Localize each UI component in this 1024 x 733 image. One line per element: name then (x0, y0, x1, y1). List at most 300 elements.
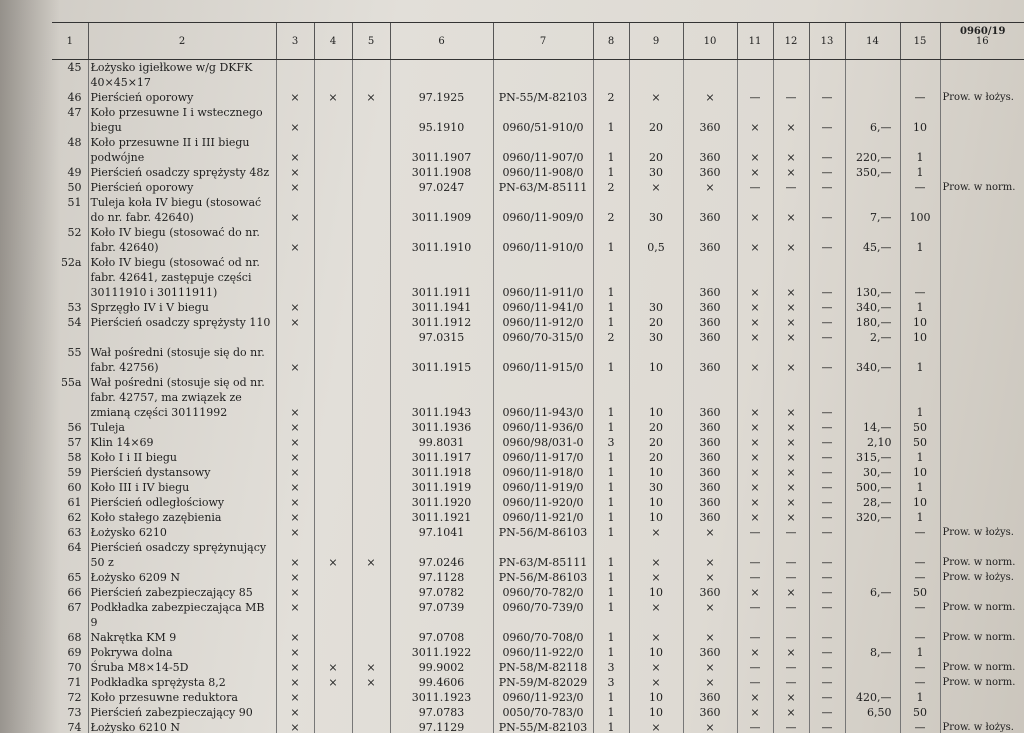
cell-text: 53 (67, 301, 82, 314)
cell-text: 97.0782 (418, 586, 465, 599)
cell-text (943, 195, 1023, 210)
cell-col-8 (593, 495, 629, 510)
cell-text: 20 (649, 436, 663, 449)
cell-col-1 (52, 330, 88, 345)
cell-col-5 (352, 480, 390, 495)
cell-text: × (750, 706, 760, 719)
cell-text (317, 225, 350, 240)
cell-col-6 (390, 180, 493, 195)
cell-col-12 (773, 60, 809, 91)
cell-text: 340,— (856, 361, 892, 374)
cell-col-12 (773, 420, 809, 435)
table-row (52, 315, 1024, 330)
parts-table (52, 22, 1024, 733)
cell-text: 2,10 (867, 436, 892, 449)
cell-text: 0960/70-708/0 (502, 631, 584, 644)
cell-col-13 (809, 135, 845, 165)
cell-text: × (750, 421, 760, 434)
cell-text: 95.1910 (418, 121, 465, 134)
cell-col-7 (493, 195, 593, 225)
cell-col-16 (940, 345, 1024, 375)
cell-text: 50 (67, 181, 82, 194)
cell-col-3 (276, 450, 314, 465)
cell-col-4 (314, 645, 352, 660)
cell-col-8 (593, 660, 629, 675)
cell-text: 0960/11-918/0 (502, 466, 584, 479)
cell-col-6 (390, 465, 493, 480)
cell-text: 0050/70-783/0 (502, 706, 584, 719)
table-row (52, 540, 1024, 570)
cell-col-14 (845, 300, 900, 315)
cell-text: 3011.1920 (411, 496, 472, 509)
cell-col-4 (314, 480, 352, 495)
cell-text: 1 (607, 601, 615, 614)
cell-text (355, 60, 388, 75)
cell-col-9 (629, 465, 683, 480)
cell-text: 10 (649, 466, 663, 479)
cell-col-9 (629, 135, 683, 165)
cell-text: — (785, 676, 797, 689)
cell-col-10 (683, 105, 737, 135)
cell-text: — (821, 586, 833, 599)
cell-col-5 (352, 60, 390, 91)
cell-col-13 (809, 195, 845, 225)
cell-col-14 (845, 135, 900, 165)
cell-col-3 (276, 345, 314, 375)
cell-col-15 (900, 585, 940, 600)
cell-text (355, 195, 388, 210)
cell-col-16 (940, 660, 1024, 675)
cell-col-3 (276, 510, 314, 525)
cell-col-11 (737, 180, 773, 195)
cell-text: 3011.1918 (411, 466, 472, 479)
cell-col-8 (593, 165, 629, 180)
cell-text: — (785, 556, 797, 569)
cell-text: Pierścień osadczy sprężysty 110 (90, 316, 271, 329)
cell-col-4 (314, 60, 352, 91)
cell-col-7 (493, 300, 593, 315)
cell-text: × (290, 91, 300, 104)
cell-col-13 (809, 330, 845, 345)
cell-text: — (914, 556, 926, 569)
cell-col-9 (629, 60, 683, 91)
cell-text: 0960/11-919/0 (502, 481, 584, 494)
cell-col-13 (809, 345, 845, 375)
cell-col-9 (629, 660, 683, 675)
cell-text: 52a (60, 256, 82, 269)
table-row (52, 660, 1024, 675)
cell-col-1 (52, 660, 88, 675)
cell-col-6 (390, 690, 493, 705)
cell-text: 360 (699, 481, 721, 494)
cell-col-8 (593, 480, 629, 495)
cell-text: 2,— (870, 331, 892, 344)
cell-text: × (786, 586, 796, 599)
cell-col-5 (352, 540, 390, 570)
cell-text: 20 (649, 121, 663, 134)
cell-text: 0960/11-923/0 (502, 691, 584, 704)
cell-text: 61 (67, 496, 82, 509)
cell-text: — (914, 721, 926, 733)
cell-text: 66 (67, 586, 82, 599)
cell-text: 3011.1910 (411, 241, 472, 254)
cell-text: Pierścień zabezpieczający 90 (90, 706, 253, 719)
cell-col-4 (314, 510, 352, 525)
cell-text: × (705, 721, 715, 733)
cell-col-5 (352, 375, 390, 420)
cell-col-8 (593, 60, 629, 91)
cell-col-5 (352, 345, 390, 375)
cell-col-1 (52, 105, 88, 135)
cell-col-7 (493, 375, 593, 420)
cell-col-3 (276, 90, 314, 105)
cell-col-12 (773, 660, 809, 675)
cell-text: 59 (67, 466, 82, 479)
cell-text: Koło przesuwne I i wstecznego biegu (90, 106, 263, 134)
cell-col-9 (629, 525, 683, 540)
cell-text: 360 (699, 706, 721, 719)
cell-text: 360 (699, 691, 721, 704)
cell-text: 2 (607, 181, 615, 194)
cell-text: × (705, 556, 715, 569)
cell-col-6 (390, 630, 493, 645)
cell-col-2 (88, 465, 276, 480)
cell-col-5 (352, 720, 390, 733)
cell-text: 360 (699, 316, 721, 329)
cell-text: 1 (607, 481, 615, 494)
cell-col-14 (845, 675, 900, 690)
cell-text: 360 (699, 421, 721, 434)
cell-col-9 (629, 705, 683, 720)
cell-text: 68 (67, 631, 82, 644)
cell-col-9 (629, 90, 683, 105)
cell-text: Podkładka sprężysta 8,2 (90, 676, 226, 689)
cell-text: 10 (913, 331, 927, 344)
cell-col-12 (773, 300, 809, 315)
column-header-2: 2 (88, 23, 276, 60)
cell-col-3 (276, 420, 314, 435)
cell-col-2 (88, 315, 276, 330)
cell-col-11 (737, 585, 773, 600)
column-header-14: 14 (845, 23, 900, 60)
cell-col-7 (493, 705, 593, 720)
cell-col-3 (276, 675, 314, 690)
cell-text: PN-55/M-82103 (498, 91, 588, 104)
cell-col-13 (809, 570, 845, 585)
cell-col-10 (683, 630, 737, 645)
cell-col-10 (683, 675, 737, 690)
cell-text: 1 (916, 166, 924, 179)
cell-text (943, 225, 1023, 240)
cell-text: — (821, 406, 833, 419)
cell-text: — (749, 91, 761, 104)
cell-text: × (651, 631, 661, 644)
cell-text: 97.0315 (418, 331, 465, 344)
cell-col-10 (683, 690, 737, 705)
cell-col-4 (314, 540, 352, 570)
cell-col-1 (52, 420, 88, 435)
column-header-16: 16 (940, 23, 1024, 60)
cell-text: × (290, 316, 300, 329)
cell-col-14 (845, 660, 900, 675)
table-row (52, 690, 1024, 705)
cell-text: × (750, 646, 760, 659)
cell-text: — (821, 526, 833, 539)
cell-col-9 (629, 495, 683, 510)
cell-col-6 (390, 660, 493, 675)
cell-col-12 (773, 435, 809, 450)
cell-col-4 (314, 585, 352, 600)
table-row (52, 195, 1024, 225)
cell-col-16 (940, 645, 1024, 660)
cell-col-10 (683, 600, 737, 630)
cell-text: × (290, 691, 300, 704)
cell-col-11 (737, 495, 773, 510)
cell-text: — (821, 661, 833, 674)
cell-col-10 (683, 375, 737, 420)
cell-text (686, 60, 735, 75)
cell-col-2 (88, 420, 276, 435)
cell-text: — (821, 481, 833, 494)
cell-col-1 (52, 525, 88, 540)
cell-text: 1 (607, 421, 615, 434)
cell-col-13 (809, 300, 845, 315)
cell-text (355, 345, 388, 360)
cell-text (943, 105, 1023, 120)
cell-col-11 (737, 165, 773, 180)
cell-col-5 (352, 570, 390, 585)
cell-text: — (749, 526, 761, 539)
cell-col-6 (390, 315, 493, 330)
cell-col-14 (845, 600, 900, 630)
cell-text: 3011.1936 (411, 421, 472, 434)
cell-col-1 (52, 180, 88, 195)
cell-text: × (705, 526, 715, 539)
cell-text: — (785, 721, 797, 733)
cell-text: — (785, 181, 797, 194)
cell-text: 97.0739 (418, 601, 465, 614)
column-header-10: 10 (683, 23, 737, 60)
cell-col-9 (629, 225, 683, 255)
cell-col-15 (900, 660, 940, 675)
cell-text: × (750, 406, 760, 419)
table-row (52, 90, 1024, 105)
cell-text: 1 (607, 631, 615, 644)
cell-text: — (914, 181, 926, 194)
cell-col-11 (737, 630, 773, 645)
cell-col-6 (390, 375, 493, 420)
cell-col-2 (88, 525, 276, 540)
cell-col-5 (352, 645, 390, 660)
cell-col-10 (683, 135, 737, 165)
cell-text: 30 (649, 301, 663, 314)
cell-col-7 (493, 600, 593, 630)
cell-text: Pokrywa dolna (90, 646, 173, 659)
cell-text: 20 (649, 451, 663, 464)
cell-col-16 (940, 705, 1024, 720)
cell-text: × (290, 586, 300, 599)
cell-text: 6,— (870, 121, 892, 134)
cell-col-9 (629, 255, 683, 300)
cell-col-5 (352, 315, 390, 330)
cell-text: PN-59/M-82029 (498, 676, 588, 689)
cell-text: × (786, 646, 796, 659)
cell-col-16 (940, 570, 1024, 585)
cell-col-12 (773, 705, 809, 720)
cell-col-16 (940, 720, 1024, 733)
cell-text: 130,— (856, 286, 892, 299)
cell-text: × (750, 481, 760, 494)
cell-text: Łożysko 6210 N (90, 721, 181, 733)
cell-col-16 (940, 465, 1024, 480)
table-row (52, 465, 1024, 480)
cell-col-1 (52, 135, 88, 165)
cell-col-12 (773, 105, 809, 135)
cell-col-1 (52, 435, 88, 450)
cell-col-1 (52, 705, 88, 720)
cell-text: × (786, 451, 796, 464)
cell-text: — (914, 571, 926, 584)
cell-col-1 (52, 570, 88, 585)
cell-col-6 (390, 645, 493, 660)
cell-col-9 (629, 540, 683, 570)
cell-col-5 (352, 135, 390, 165)
cell-text: 51 (67, 196, 82, 209)
cell-text: 3011.1912 (411, 316, 472, 329)
table-row (52, 375, 1024, 420)
cell-col-4 (314, 660, 352, 675)
cell-col-11 (737, 315, 773, 330)
cell-col-14 (845, 585, 900, 600)
table-row (52, 105, 1024, 135)
cell-text: Pierścień oporowy (90, 181, 194, 194)
cell-text: — (821, 676, 833, 689)
cell-col-2 (88, 300, 276, 315)
cell-text: 360 (699, 286, 721, 299)
cell-text: × (290, 601, 300, 614)
cell-text: — (821, 211, 833, 224)
cell-text: × (750, 166, 760, 179)
cell-text: — (785, 631, 797, 644)
cell-text: 10 (649, 361, 663, 374)
cell-col-14 (845, 645, 900, 660)
cell-col-2 (88, 90, 276, 105)
cell-col-7 (493, 720, 593, 733)
cell-col-1 (52, 90, 88, 105)
cell-col-13 (809, 705, 845, 720)
cell-col-15 (900, 540, 940, 570)
cell-text: 99.9002 (418, 661, 465, 674)
cell-col-12 (773, 600, 809, 630)
cell-col-3 (276, 300, 314, 315)
cell-text: Koło I i II biegu (90, 451, 177, 464)
cell-text: — (821, 721, 833, 733)
cell-col-10 (683, 315, 737, 330)
cell-text: 64 (67, 541, 82, 554)
cell-text: 360 (699, 586, 721, 599)
cell-text: 10 (649, 691, 663, 704)
cell-text (812, 60, 843, 75)
cell-col-3 (276, 375, 314, 420)
cell-col-7 (493, 465, 593, 480)
cell-col-11 (737, 690, 773, 705)
cell-text: PN-63/M-85111 (498, 181, 588, 194)
cell-col-15 (900, 195, 940, 225)
cell-text: 10 (913, 316, 927, 329)
table-row (52, 255, 1024, 300)
cell-text: 55a (60, 376, 82, 389)
cell-text: 46 (67, 91, 82, 104)
table-row (52, 330, 1024, 345)
cell-text: × (366, 91, 376, 104)
cell-col-10 (683, 345, 737, 375)
cell-text: × (705, 91, 715, 104)
cell-text: 360 (699, 301, 721, 314)
cell-text: Koło IV biegu (stosować do nr. fabr. 42640) (90, 226, 260, 254)
cell-col-11 (737, 525, 773, 540)
cell-col-16 (940, 90, 1024, 105)
cell-text: × (786, 361, 796, 374)
cell-text: 8,— (870, 646, 892, 659)
cell-col-12 (773, 450, 809, 465)
column-header-11: 11 (737, 23, 773, 60)
cell-text: Prow. w norm. (942, 182, 1016, 193)
column-header-15: 15 (900, 23, 940, 60)
cell-text: × (290, 721, 300, 733)
cell-text: × (290, 571, 300, 584)
cell-col-15 (900, 510, 940, 525)
cell-col-15 (900, 225, 940, 255)
cell-col-16 (940, 330, 1024, 345)
cell-text: 97.1041 (418, 526, 465, 539)
cell-col-13 (809, 600, 845, 630)
cell-col-5 (352, 195, 390, 225)
cell-text: 63 (67, 526, 82, 539)
cell-text: × (705, 571, 715, 584)
cell-text: 58 (67, 451, 82, 464)
cell-col-6 (390, 525, 493, 540)
cell-col-9 (629, 375, 683, 420)
cell-text (632, 255, 681, 285)
cell-text: 0960/11-943/0 (502, 406, 584, 419)
cell-text: — (821, 706, 833, 719)
cell-col-7 (493, 675, 593, 690)
column-header-4: 4 (314, 23, 352, 60)
cell-text: 6,50 (867, 706, 892, 719)
cell-text: × (750, 286, 760, 299)
cell-col-5 (352, 690, 390, 705)
cell-col-2 (88, 255, 276, 300)
cell-text: — (821, 436, 833, 449)
cell-col-5 (352, 165, 390, 180)
cell-col-1 (52, 510, 88, 525)
cell-text: Pierścień zabezpieczający 85 (90, 586, 253, 599)
cell-col-16 (940, 225, 1024, 255)
cell-col-9 (629, 645, 683, 660)
cell-col-9 (629, 600, 683, 630)
cell-text: — (821, 361, 833, 374)
cell-col-10 (683, 420, 737, 435)
cell-text: 1 (607, 286, 615, 299)
cell-text: 97.0247 (418, 181, 465, 194)
cell-col-9 (629, 675, 683, 690)
cell-text (317, 255, 350, 285)
cell-text: × (290, 496, 300, 509)
cell-text: 360 (699, 511, 721, 524)
cell-text: × (786, 706, 796, 719)
cell-col-10 (683, 540, 737, 570)
cell-col-12 (773, 675, 809, 690)
